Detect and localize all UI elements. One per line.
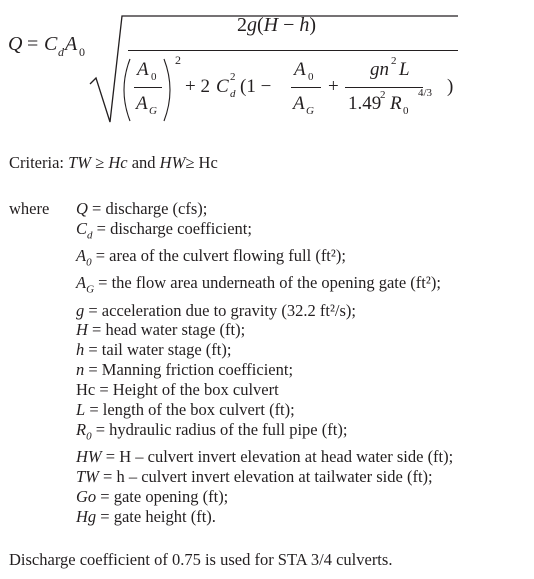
ratio-a0: A	[137, 59, 149, 80]
definition-text: = tail water stage (ft);	[84, 340, 232, 360]
fraction2-bar	[291, 87, 321, 88]
definition-symbol: C	[76, 218, 88, 238]
friction-den: 1.49	[348, 93, 382, 114]
definition-symbol: HW	[76, 447, 102, 467]
definition-text: = head water stage (ft);	[87, 320, 246, 340]
formula-c-subscript: d	[58, 45, 64, 59]
formula-c2: C	[216, 76, 229, 97]
formula-a-subscript: 0	[79, 45, 85, 59]
definition-item	[76, 420, 453, 447]
fraction2-a0: A	[294, 59, 306, 80]
definition-symbol: Hg	[76, 506, 97, 526]
formula-c: C	[44, 33, 58, 55]
definition-text: = length of the box culvert (ft);	[85, 400, 295, 420]
definition-symbol: A	[76, 246, 87, 266]
definition-symbol: n	[76, 360, 85, 380]
definition-item	[76, 246, 453, 273]
definition-item	[76, 320, 453, 340]
formula-numerator: 2g(H − h)	[237, 14, 317, 36]
definition-text: = gate height (ft).	[96, 506, 216, 526]
definition-item	[76, 360, 453, 380]
definition-subscript: d	[87, 229, 93, 242]
friction-gn-exponent: 2	[391, 55, 397, 67]
definition-symbol: Go	[76, 486, 97, 506]
discharge-coefficient-note: Discharge coefficient of 0.75 is used for STA 3/4 culverts.	[9, 550, 393, 569]
definition-item	[76, 199, 453, 219]
definition-symbol: h	[76, 340, 85, 360]
definition-item	[76, 273, 453, 300]
definition-text: = the flow area underneath of the opening gate (ft²);	[94, 273, 441, 293]
formula-plus-two: + 2	[185, 76, 210, 97]
definition-text: = Manning friction coefficient;	[84, 360, 294, 380]
criteria-line: Criteria: TW ≥ Hc and HW≥ Hc	[9, 153, 218, 172]
definition-text: = gate opening (ft);	[96, 486, 229, 506]
definition-item	[76, 301, 453, 321]
friction-r-exponent: 4/3	[418, 87, 433, 99]
ratio-a0-subscript: 0	[151, 71, 157, 83]
definition-subscript: 0	[86, 430, 92, 443]
definition-symbol: TW	[76, 467, 99, 487]
friction-fraction-bar	[345, 87, 423, 88]
definition-item	[76, 467, 453, 487]
definition-symbol: A	[76, 273, 87, 293]
definition-subscript: 0	[86, 256, 92, 269]
fraction2-ag-subscript: G	[306, 105, 314, 117]
friction-l: L	[399, 59, 410, 80]
definition-item	[76, 447, 453, 467]
definition-subscript: G	[86, 283, 95, 296]
definition-item	[76, 400, 453, 420]
friction-r: R	[390, 93, 402, 114]
definition-text: = Height of the box culvert	[95, 380, 279, 400]
definition-text: = hydraulic radius of the full pipe (ft);	[91, 419, 348, 439]
definition-text: = acceleration due to gravity (32.2 ft²/s);	[84, 300, 356, 320]
formula-close-paren: )	[447, 76, 454, 97]
fraction2-ag: A	[293, 93, 305, 114]
definition-text: = discharge coefficient;	[92, 218, 252, 238]
formula-c2-subscript: d	[230, 88, 236, 100]
definition-symbol: Hc	[76, 380, 96, 400]
definition-symbol: Q	[76, 199, 88, 218]
definition-item	[76, 340, 453, 360]
where-label: where	[9, 199, 50, 218]
formula-a: A	[65, 33, 78, 55]
main-fraction-bar	[128, 50, 458, 51]
ratio-ag: A	[136, 93, 148, 114]
formula-plus: +	[328, 76, 339, 97]
fraction2-a0-subscript: 0	[308, 71, 314, 83]
definition-item	[76, 487, 453, 507]
definition-text: = discharge (cfs);	[87, 199, 208, 218]
friction-gn: gn	[370, 59, 389, 80]
definition-symbol: R	[76, 419, 87, 439]
definition-symbol: L	[76, 400, 86, 420]
definition-item	[76, 380, 453, 400]
ratio-exponent: 2	[175, 53, 181, 67]
ratio-ag-subscript: G	[149, 105, 157, 117]
definition-text: = H – culvert invert elevation at head water side (ft);	[101, 447, 454, 467]
definition-item	[76, 219, 453, 246]
formula-c2-exponent: 2	[230, 71, 236, 83]
definition-symbol: H	[76, 320, 88, 340]
definition-text: = area of the culvert flowing full (ft²);	[91, 246, 346, 266]
definition-text: = h – culvert invert elevation at tailwater side (ft);	[98, 467, 433, 487]
formula-equals: =	[27, 33, 39, 55]
friction-den-exponent: 2	[380, 89, 386, 101]
ratio-fraction-bar	[134, 87, 162, 88]
definition-symbol: g	[76, 300, 85, 320]
formula-q: Q	[8, 33, 23, 55]
friction-r-subscript: 0	[403, 105, 409, 117]
variable-definitions	[76, 199, 453, 527]
formula-open-paren: (1 −	[240, 76, 272, 97]
definition-item	[76, 507, 453, 527]
